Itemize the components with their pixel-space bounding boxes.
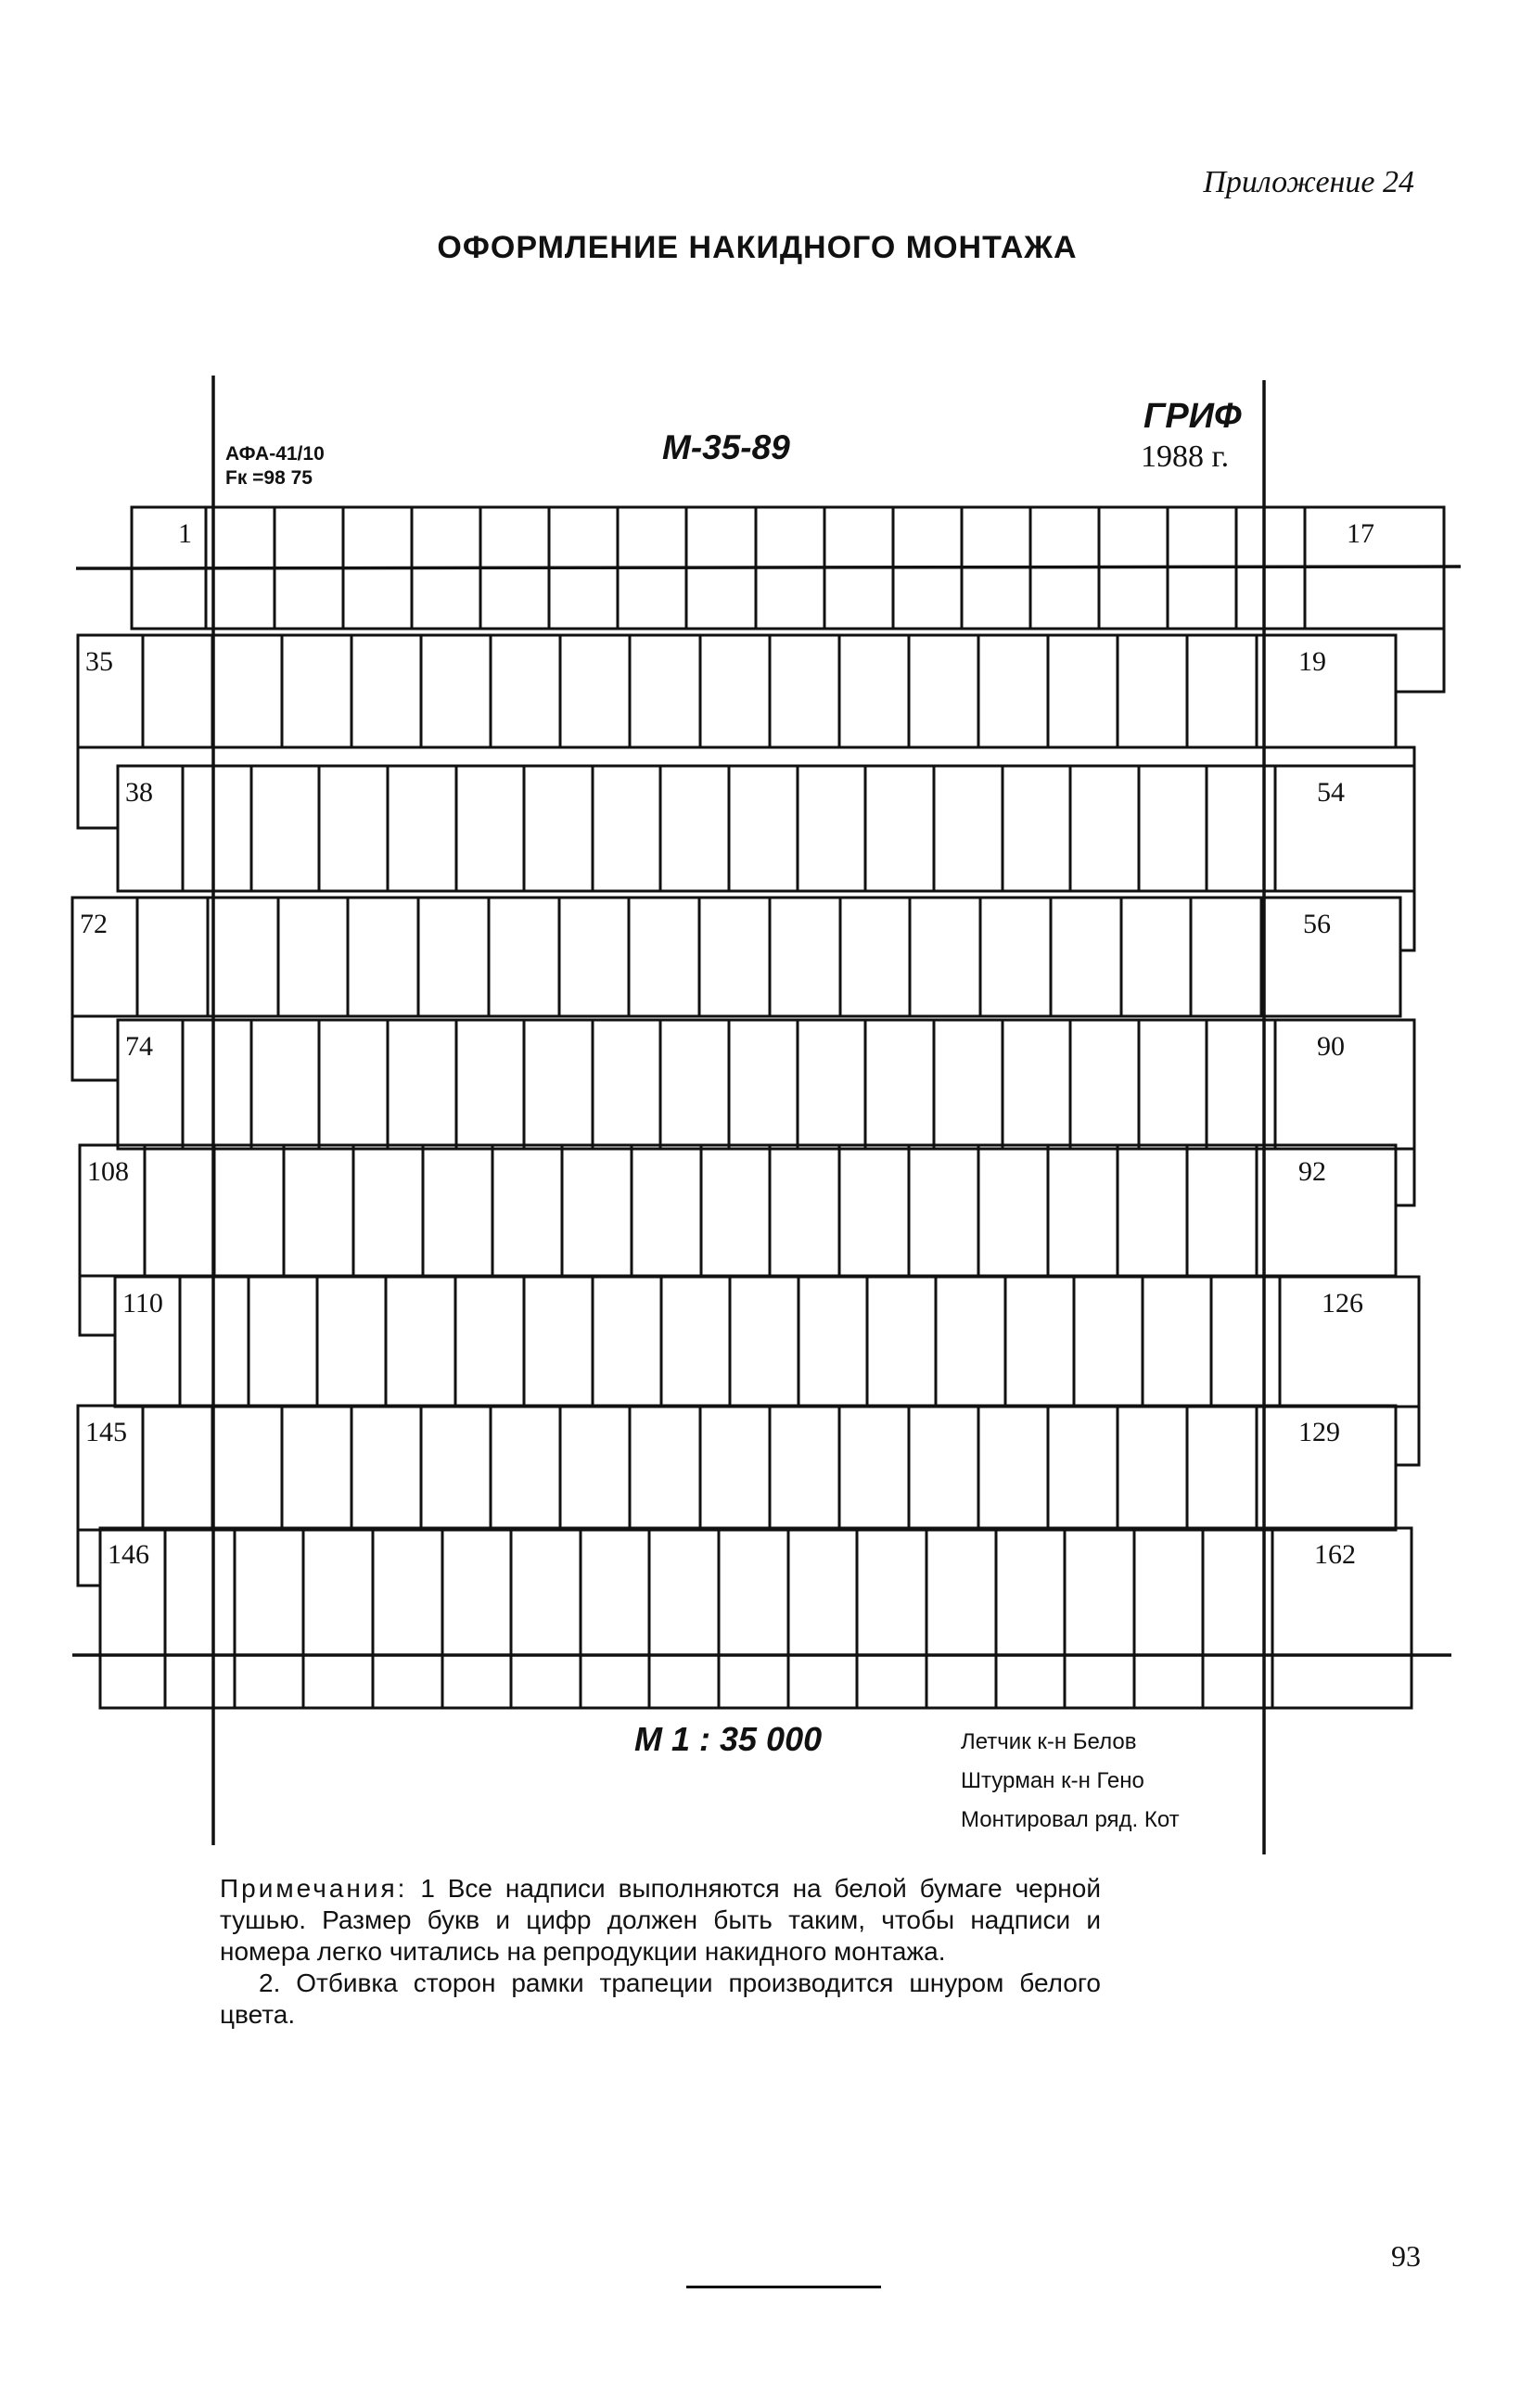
navigator-label: Штурман к-н Гено xyxy=(961,1768,1144,1793)
strip-9-end-number: 162 xyxy=(1314,1539,1356,1570)
strip-4-start-number: 72 xyxy=(80,909,108,939)
turn-connector-4 xyxy=(1400,891,1414,950)
strip-7-frame xyxy=(115,1277,1419,1407)
strip-6-frame xyxy=(80,1145,1396,1276)
note-1 xyxy=(220,1873,1101,1968)
focal-length-label: Fк =98 75 xyxy=(225,467,313,489)
assembler-label: Монтировал ряд. Кот xyxy=(961,1807,1180,1832)
strip-8-frame xyxy=(78,1406,1396,1530)
turn-connector-7 xyxy=(80,1276,115,1335)
strip-5-end-number: 90 xyxy=(1317,1031,1345,1062)
pilot-label: Летчик к-н Белов xyxy=(961,1729,1137,1754)
strip-3-start-number: 38 xyxy=(125,777,153,808)
turn-connector-3 xyxy=(1396,747,1414,766)
footer-rule xyxy=(686,2286,881,2288)
turn-connector-5 xyxy=(72,1016,118,1080)
strip-5-start-number: 74 xyxy=(125,1031,153,1062)
strip-6-start-number: 108 xyxy=(87,1156,129,1187)
strip-7-end-number: 126 xyxy=(1322,1288,1363,1319)
strip-3-end-number: 54 xyxy=(1317,777,1345,808)
strip-8-start-number: 145 xyxy=(85,1417,127,1447)
turn-connector-8 xyxy=(1396,1407,1419,1465)
turn-connector-9 xyxy=(78,1530,100,1586)
turn-connector-1 xyxy=(1396,629,1444,692)
year-label: 1988 г. xyxy=(1141,440,1230,474)
strip-9-frame xyxy=(100,1528,1412,1708)
strip-1-start-number: 1 xyxy=(178,518,192,549)
map-sheet-label: М-35-89 xyxy=(662,428,790,466)
strip-1-end-number: 17 xyxy=(1347,518,1374,549)
strip-3-frame xyxy=(118,766,1414,891)
strip-2-start-number: 35 xyxy=(85,646,113,677)
strip-2-frame xyxy=(78,635,1396,747)
strip-7-start-number: 110 xyxy=(122,1288,163,1319)
scale-label: М 1 : 35 000 xyxy=(634,1720,823,1758)
note-1-text: 1 Все надписи выполняются на белой бумаге черной тушью. Размер букв и цифр должен быть таким, чтобы надписи и номера легко читались на репродукции накидного монтажа. xyxy=(220,1874,1101,1966)
strip-4-frame xyxy=(72,898,1400,1016)
strip-8-end-number: 129 xyxy=(1298,1417,1340,1447)
strip-4-end-number: 56 xyxy=(1303,909,1331,939)
classification-label: ГРИФ xyxy=(1143,397,1242,436)
turn-connector-2 xyxy=(78,747,118,828)
appendix-label: Приложение 24 xyxy=(1203,165,1414,199)
sheet-top-boundary xyxy=(76,567,1461,568)
strip-9-start-number: 146 xyxy=(108,1539,149,1570)
note-2: 2. Отбивка сторон рамки трапеции производится шнуром белого цвета. xyxy=(220,1968,1101,2029)
turn-connector-6 xyxy=(1396,1149,1414,1205)
strip-2-end-number: 19 xyxy=(1298,646,1326,677)
strip-6-end-number: 92 xyxy=(1298,1156,1326,1187)
camera-label: АФА-41/10 xyxy=(225,443,325,465)
page-title-text: ОФОРМЛЕНИЕ НАКИДНОГО МОНТАЖА xyxy=(437,230,1078,265)
notes-lead: Примечания: xyxy=(220,1874,408,1903)
strip-5-frame xyxy=(118,1020,1414,1149)
page-number: 93 xyxy=(1391,2239,1421,2273)
notes-block xyxy=(220,1873,1101,2031)
